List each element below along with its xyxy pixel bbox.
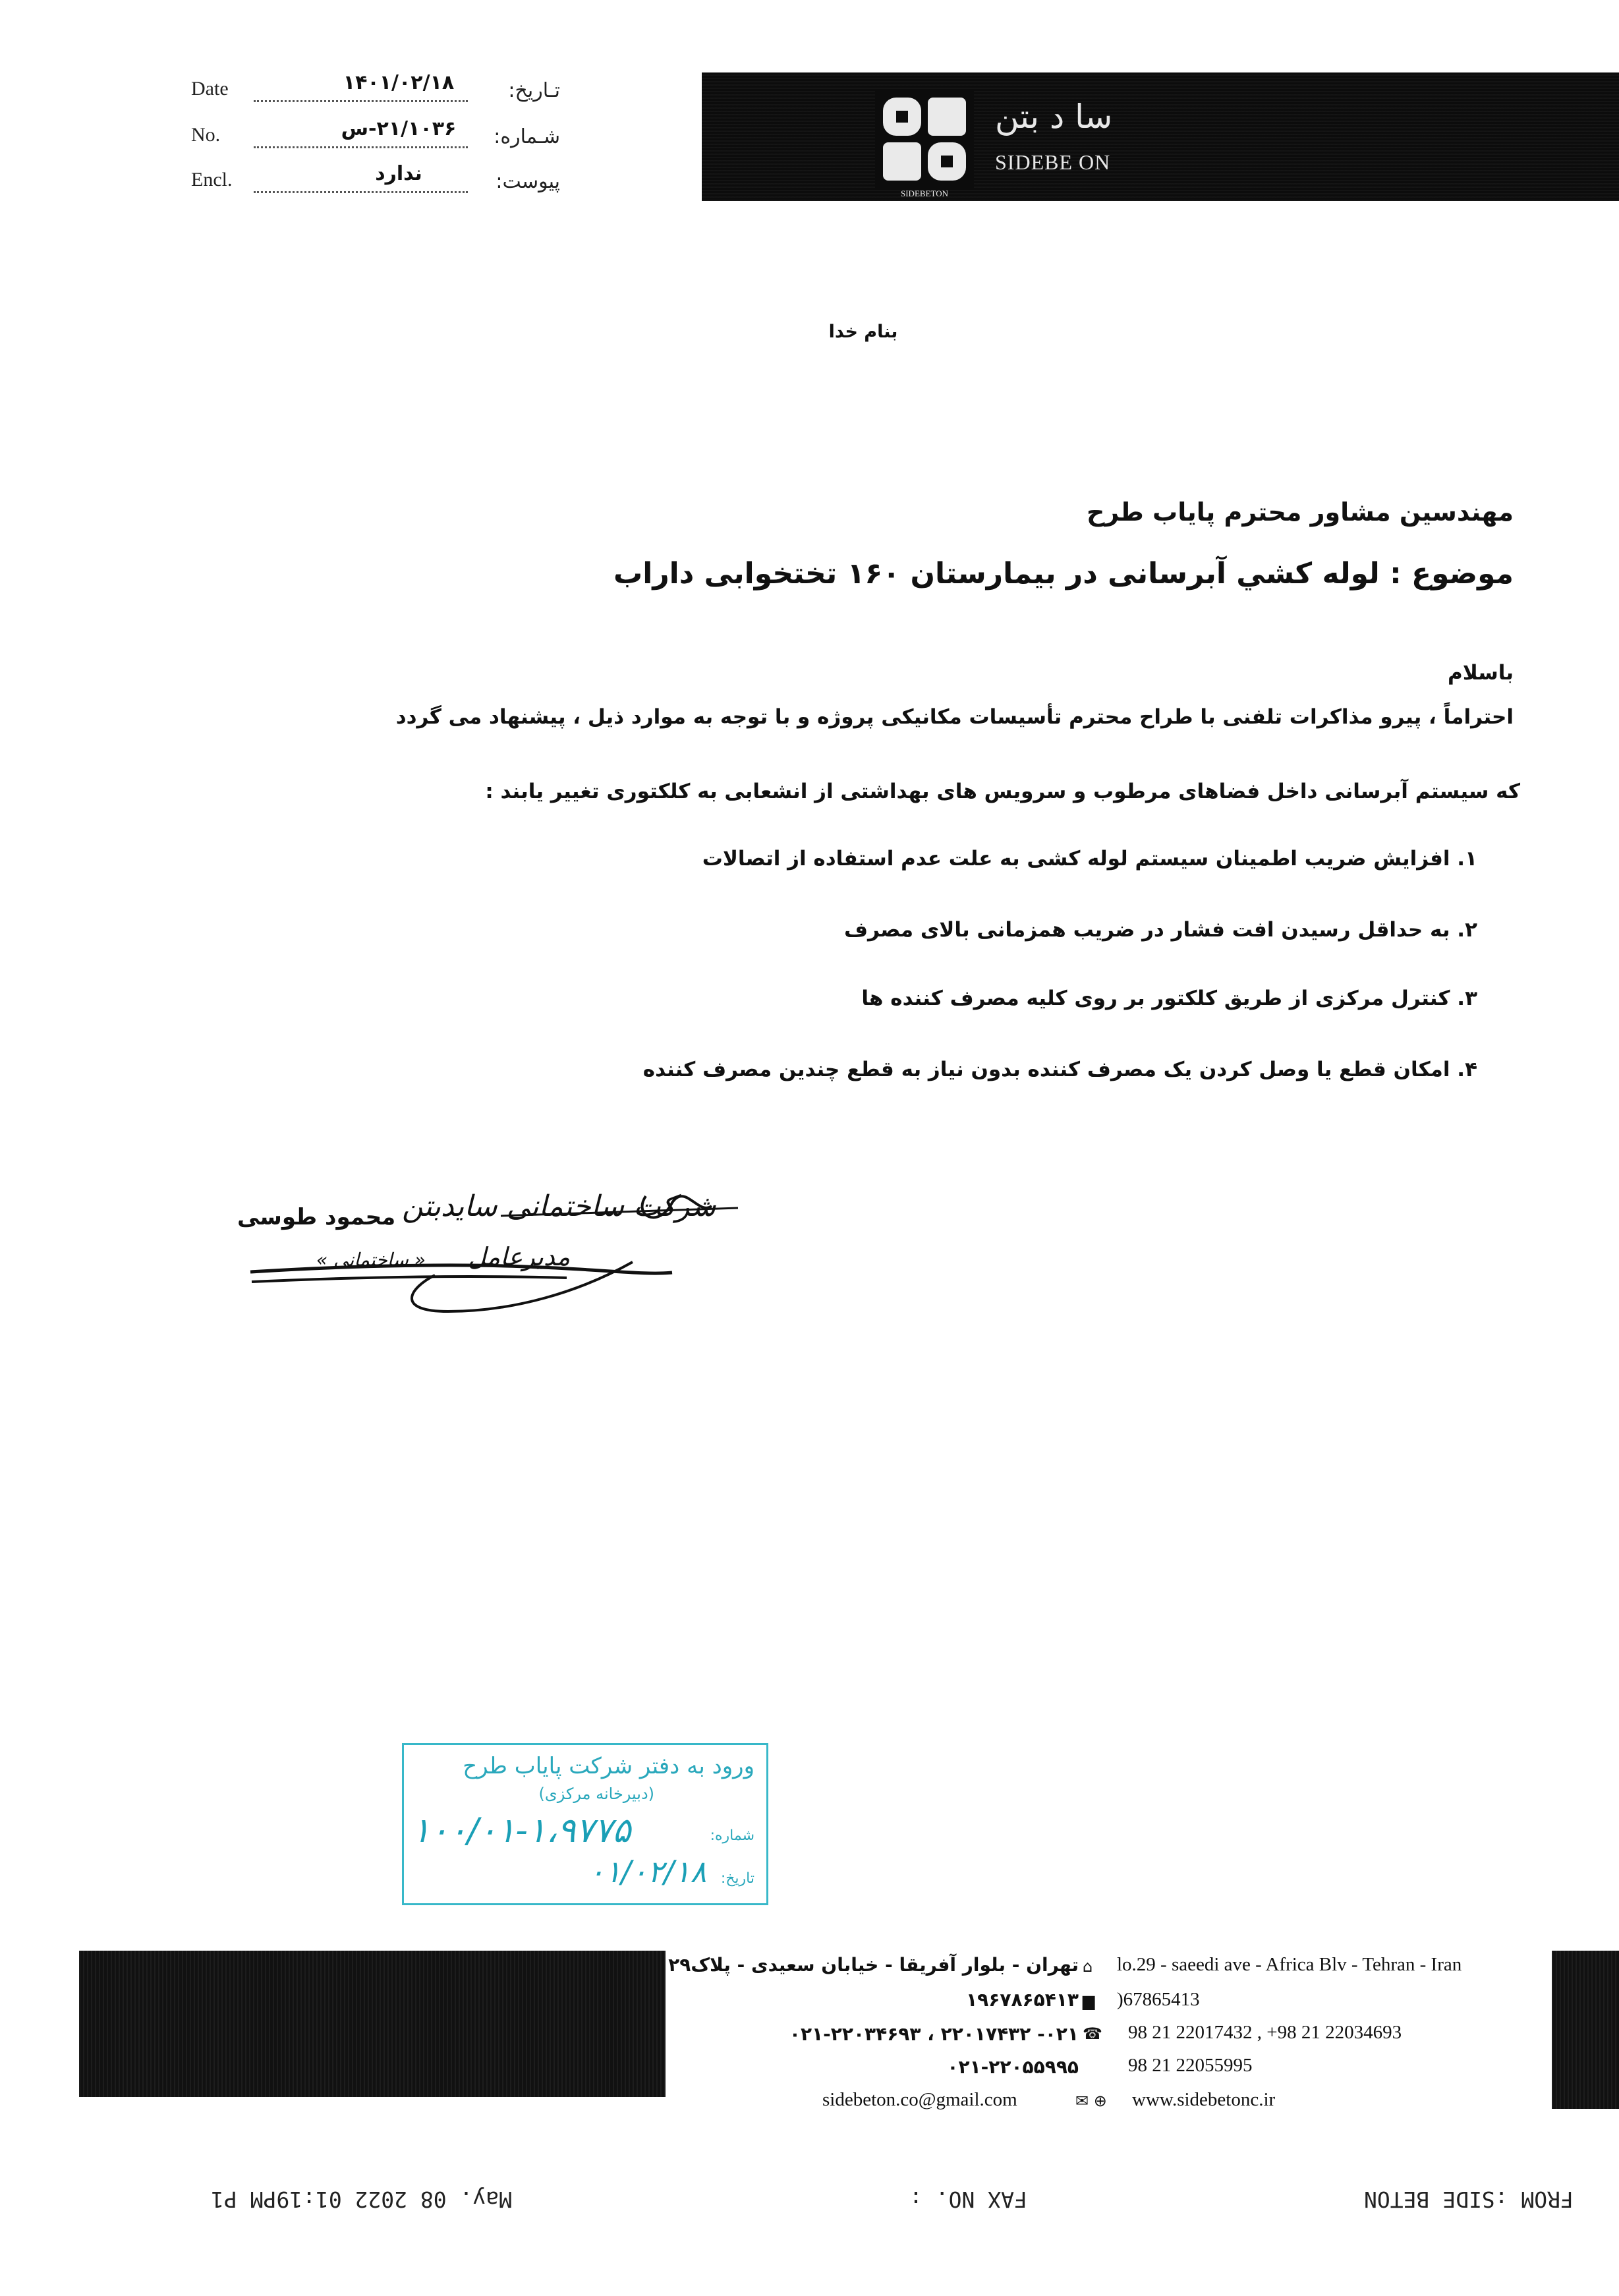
footer-address-en: lo.29 - saeedi ave - Africa Blv - Tehran - Iran xyxy=(1117,1954,1462,1975)
phone-icon: ☎ xyxy=(1083,2024,1102,2043)
number-row xyxy=(191,119,560,158)
list-item-number: ۱. xyxy=(1457,847,1477,871)
receiving-stamp xyxy=(402,1743,768,1905)
list-item-number: ۳. xyxy=(1457,987,1477,1010)
list-item-number: ۲. xyxy=(1457,918,1477,942)
encl-label-fa: پيوست: xyxy=(496,170,560,193)
stamp-date-label: تاريخ: xyxy=(720,1870,754,1887)
signature-block xyxy=(237,1176,870,1321)
footer-website: www.sidebetonc.ir xyxy=(1132,2089,1276,2110)
fax-icon: ▆ xyxy=(1083,1992,1095,2010)
logo-mark-caption: SIDEBETON xyxy=(901,188,948,198)
list-item-2 xyxy=(844,918,1477,942)
list-item-text: كنترل مركزی از طريق كلكتور بر روی كليه مصرف كننده ها xyxy=(861,987,1450,1010)
encl-label-en: Encl. xyxy=(191,169,233,190)
company-logo-bar xyxy=(702,72,1619,201)
number-label-en: No. xyxy=(191,124,221,146)
date-label-fa: تـاريخ: xyxy=(508,79,560,102)
encl-dots xyxy=(254,191,468,193)
stamp-number-value: ۱۰۰/۰۱-۱،۹۷۷۵ xyxy=(412,1811,631,1851)
subject-line: موضوع : لوله كشي آبرسانی در بيمارستان ۱۶۰ تختخوابی داراب xyxy=(613,557,1514,590)
footer-black-block-left xyxy=(79,1951,666,2097)
list-item-4 xyxy=(643,1058,1477,1081)
recipient-line: مهندسين مشاور محترم پاياب طرح xyxy=(1086,498,1514,527)
number-dots xyxy=(254,146,468,148)
greeting-line: باسلام xyxy=(1447,661,1514,685)
home-icon: ⌂ xyxy=(1083,1957,1093,1976)
signature-scribble-icon xyxy=(237,1176,870,1321)
stamp-subtitle: (دبيرخانه مركزی) xyxy=(538,1785,654,1803)
fax-number: FAX NO. : xyxy=(909,2187,1027,2212)
date-row xyxy=(191,72,560,112)
number-value: ۲۱/۱۰۳۶-س xyxy=(341,117,457,140)
bismillah-heading: بنام خدا xyxy=(828,322,898,342)
fax-from: FROM :SIDE BETON xyxy=(1364,2187,1574,2212)
date-dots xyxy=(254,100,468,102)
list-item-text: افزايش ضريب اطمينان سيستم لوله كشی به علت عدم استفاده از اتصالات xyxy=(702,847,1450,871)
email-icon: ✉ ⊕ xyxy=(1075,2092,1107,2110)
footer-phone-fa: ۰۲۱- ۲۲۰۱۷۴۳۲ ، ۰۲۱-۲۲۰۳۴۶۹۳ xyxy=(789,2023,1079,2045)
footer-phone-en: 98 21 22017432 , +98 21 22034693 xyxy=(1128,2022,1402,2043)
stamp-number-label: شماره: xyxy=(710,1827,754,1844)
footer-fax-en: )67865413 xyxy=(1117,1989,1200,2010)
fax-datetime: May. 08 2022 01:19PM P1 xyxy=(211,2187,512,2212)
list-item-text: امكان قطع يا وصل كردن يک مصرف كننده بدون نياز به قطع چندين مصرف كننده xyxy=(642,1058,1450,1081)
encl-value: ندارد xyxy=(375,162,422,185)
list-item-1 xyxy=(702,847,1477,871)
company-name-en: SIDEBE ON xyxy=(995,150,1111,174)
footer-email: sidebeton.co@gmail.com xyxy=(822,2089,1017,2110)
list-item-3 xyxy=(861,987,1477,1010)
footer-fax-fa: ۱۹۶۷۸۶۵۴۱۳ xyxy=(966,1989,1079,2011)
list-item-text: به حداقل رسيدن افت فشار در ضريب همزمانی بالای مصرف xyxy=(844,918,1450,942)
signature-title-handwritten: مديرعامل xyxy=(468,1242,571,1271)
signature-company-handwritten: شركت ساختمانی سايدبتن xyxy=(402,1190,716,1223)
footer-phone2-fa: ۰۲۱-۲۲۰۵۵۹۹۵ xyxy=(947,2056,1079,2078)
signer-name: محمود طوسی xyxy=(237,1204,396,1230)
paragraph-line-2: كه سيستم آبرسانی داخل فضاهای مرطوب و سرويس های بهداشتی از انشعابی به كلكتوری تغيير يابند : xyxy=(485,780,1520,803)
date-value: ۱۴۰۱/۰۲/۱۸ xyxy=(343,71,455,94)
sidebeton-logo-icon xyxy=(870,84,985,200)
signature-seal-text: « ساختمانی » xyxy=(316,1249,426,1271)
paragraph-line-1: احتراماً ، پيرو مذاكرات تلفنی با طراح محترم تأسيسات مكانيكی پروژه و با توجه به موارد ذيل ، پيشنهاد می گردد xyxy=(395,705,1514,729)
company-name-fa: سا د بتن xyxy=(995,98,1113,136)
stamp-title: ورود به دفتر شركت پاياب طرح xyxy=(463,1753,754,1779)
footer-black-block-right xyxy=(1552,1951,1619,2109)
number-label-fa: شـماره: xyxy=(494,125,560,148)
stamp-date-value: ۰۱/۰۲/۱۸ xyxy=(588,1854,707,1889)
date-label-en: Date xyxy=(191,78,229,100)
list-item-number: ۴. xyxy=(1457,1058,1477,1081)
footer-phone2-en: 98 21 22055995 xyxy=(1128,2055,1253,2076)
footer-address-fa: تهران - بلوار آفريقا - خيابان سعيدی - پلاک۲۹ xyxy=(668,1954,1079,1976)
enclosure-row xyxy=(191,163,560,203)
